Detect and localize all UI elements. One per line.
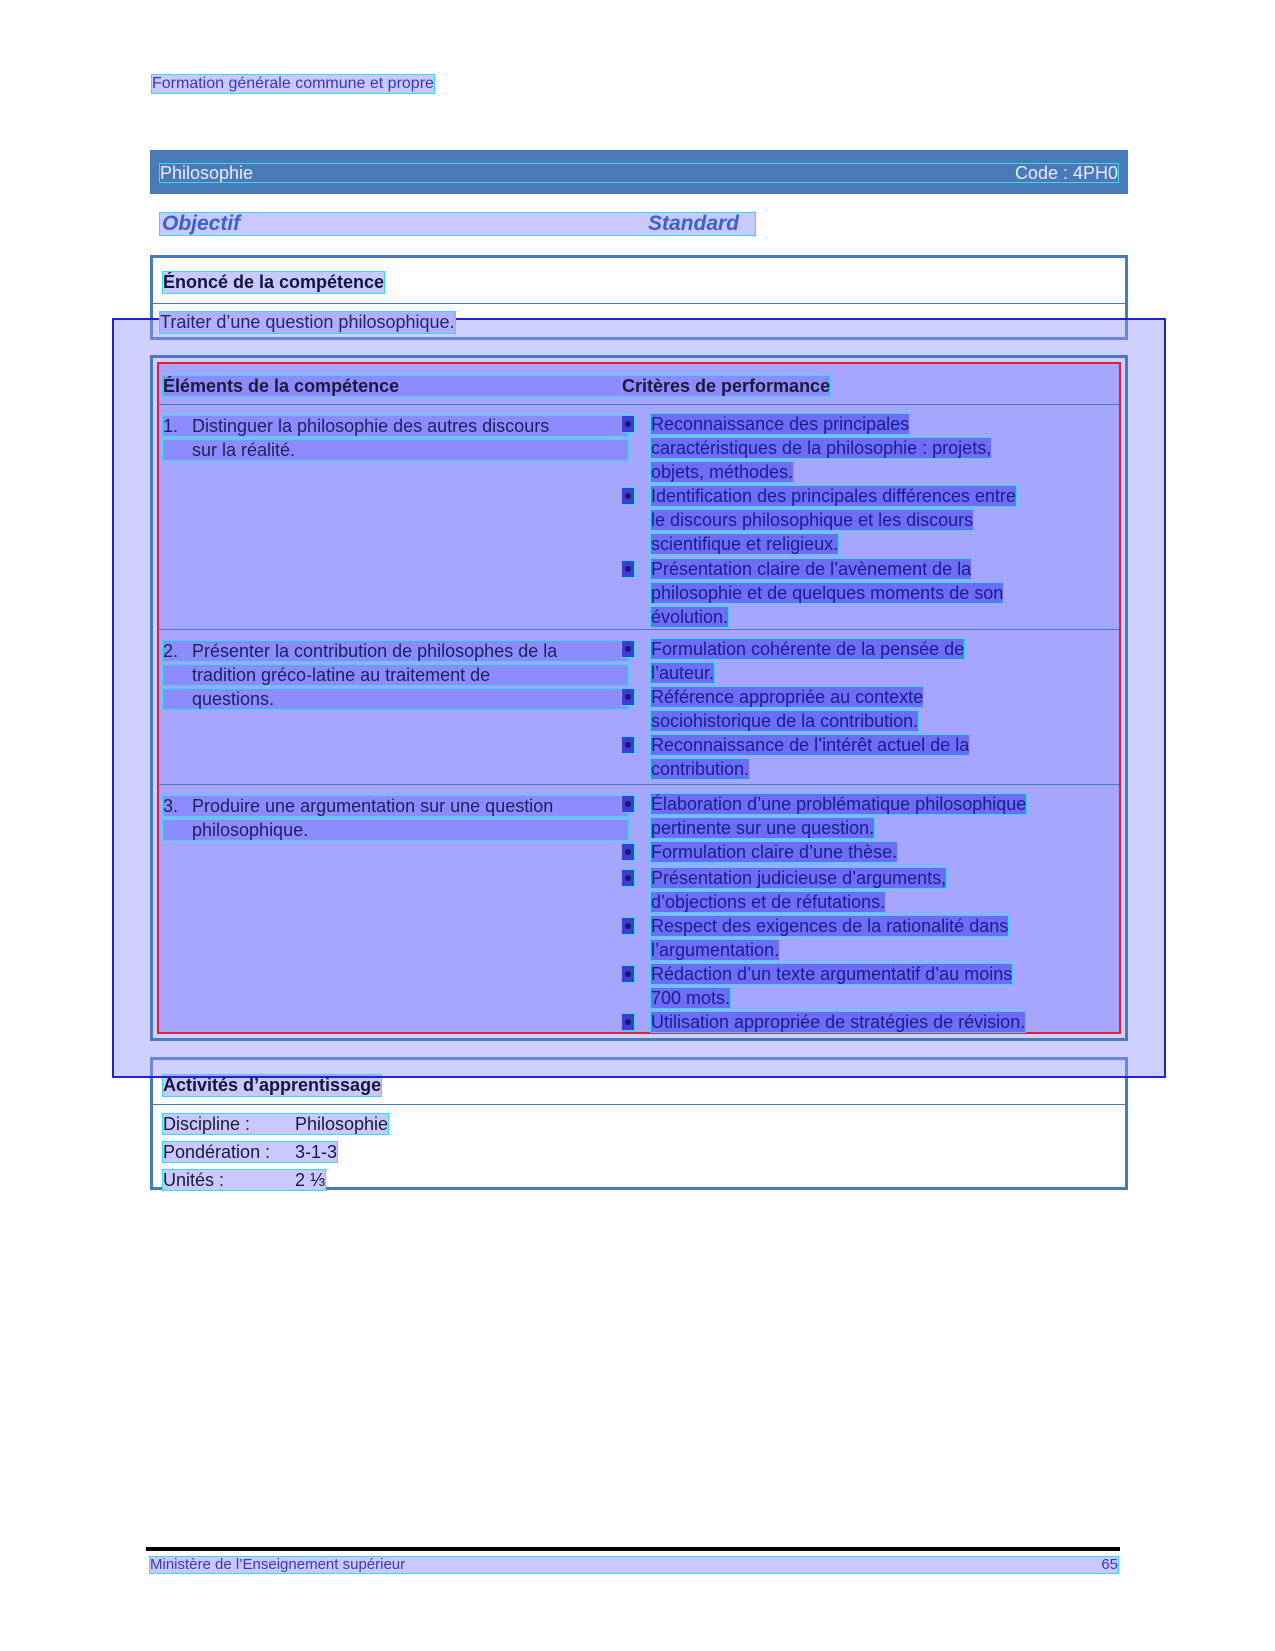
footer-rule xyxy=(146,1547,1120,1551)
page-number: 65 xyxy=(1101,1556,1118,1573)
table-header xyxy=(159,364,1119,405)
element-text: Présenter la contribution de philosophes de la xyxy=(192,641,558,661)
standard-label: Standard xyxy=(648,212,740,235)
bullet-icon xyxy=(622,918,634,934)
criterion-line: Reconnaissance de l’intérêt actuel de la xyxy=(651,735,970,755)
element-line: tradition gréco-latine au traitement de xyxy=(163,665,628,685)
weighting-line xyxy=(163,1142,337,1162)
criterion-line: l’auteur. xyxy=(651,663,715,683)
element-line: questions. xyxy=(163,689,628,709)
criterion-line: le discours philosophique et les discours xyxy=(651,510,974,530)
element-number: 3. xyxy=(163,796,179,816)
criterion-line: caractéristiques de la philosophie : projets, xyxy=(651,438,992,458)
objective-standard-row xyxy=(160,213,755,235)
units-label: Unités : xyxy=(163,1170,225,1190)
bullet-icon xyxy=(622,966,634,982)
table-row xyxy=(159,629,1119,785)
criterion-line: Élaboration d’une problématique philosophique xyxy=(651,794,1027,814)
criterion-line: Rédaction d’un texte argumentatif d’au moins xyxy=(651,964,1013,984)
criterion-line: sociohistorique de la contribution. xyxy=(651,711,919,731)
competence-statement-heading: Énoncé de la compétence xyxy=(163,272,385,292)
weighting-label: Pondération : xyxy=(163,1142,271,1162)
bullet-icon xyxy=(622,416,634,432)
element-number: 1. xyxy=(163,416,179,436)
criterion-line: objets, méthodes. xyxy=(651,462,794,482)
element-line xyxy=(163,416,628,436)
criterion-line: évolution. xyxy=(651,607,729,627)
course-title-row xyxy=(160,164,1118,182)
criterion-line: 700 mots. xyxy=(651,988,731,1008)
footer-ministry: Ministère de l’Enseignement supérieur xyxy=(150,1556,406,1573)
objective-label: Objectif xyxy=(162,212,241,235)
bullet-icon xyxy=(622,641,634,657)
element-text: Produire une argumentation sur une question xyxy=(192,796,554,816)
criterion-line: philosophie et de quelques moments de son xyxy=(651,583,1004,603)
bullet-icon xyxy=(622,689,634,705)
element-line: philosophique. xyxy=(163,820,628,840)
bullet-icon xyxy=(622,796,634,812)
criterion-line: contribution. xyxy=(651,759,750,779)
criterion-line: pertinente sur une question. xyxy=(651,818,875,838)
running-header: Formation générale commune et propre xyxy=(152,75,434,92)
bullet-icon xyxy=(622,1014,634,1030)
criterion-line: Présentation claire de l’avènement de la xyxy=(651,559,972,579)
criterion-line: Formulation claire d’une thèse. xyxy=(651,842,898,862)
discipline-label: Discipline : xyxy=(163,1114,251,1134)
units-line xyxy=(163,1170,325,1190)
criterion-line: scientifique et religieux. xyxy=(651,534,839,554)
learning-activities-heading: Activités d’apprentissage xyxy=(163,1075,382,1095)
element-line xyxy=(163,641,628,661)
bullet-icon xyxy=(622,561,634,577)
table-row xyxy=(159,784,1119,1039)
competence-statement-header xyxy=(153,258,1125,304)
bullet-icon xyxy=(622,844,634,860)
competence-elements-table xyxy=(150,355,1128,1041)
course-title-bar xyxy=(150,150,1128,194)
discipline-value: Philosophie xyxy=(295,1114,389,1134)
competence-statement-text: Traiter d’une question philosophique. xyxy=(160,312,455,332)
course-code: Code : 4PH0 xyxy=(1014,162,1118,183)
element-line xyxy=(163,796,628,816)
element-text: Distinguer la philosophie des autres discours xyxy=(192,416,550,436)
criterion-line: Présentation judicieuse d’arguments, xyxy=(651,868,947,888)
element-line: sur la réalité. xyxy=(163,440,628,460)
bullet-icon xyxy=(622,737,634,753)
criterion-line: d’objections et de réfutations. xyxy=(651,892,886,912)
criterion-line: Utilisation appropriée de stratégies de révision. xyxy=(651,1012,1026,1032)
bullet-icon xyxy=(622,488,634,504)
criterion-line: Reconnaissance des principales xyxy=(651,414,910,434)
page-footer xyxy=(150,1557,1118,1573)
elements-table-body xyxy=(157,362,1121,1034)
discipline-line xyxy=(163,1114,388,1134)
elements-column-header: Éléments de la compétence xyxy=(163,376,628,396)
criterion-line: Respect des exigences de la rationalité dans xyxy=(651,916,1009,936)
weighting-value: 3-1-3 xyxy=(295,1142,338,1162)
units-value: 2 ⅓ xyxy=(295,1170,326,1190)
criteria-column-header: Critères de performance xyxy=(622,376,831,396)
course-title: Philosophie xyxy=(160,162,254,183)
element-number: 2. xyxy=(163,641,179,661)
criterion-line: Formulation cohérente de la pensée de xyxy=(651,639,965,659)
criterion-line: Référence appropriée au contexte xyxy=(651,687,924,707)
criterion-line: Identification des principales différences entre xyxy=(651,486,1016,506)
bullet-icon xyxy=(622,870,634,886)
table-row xyxy=(159,404,1119,630)
criterion-line: l’argumentation. xyxy=(651,940,780,960)
